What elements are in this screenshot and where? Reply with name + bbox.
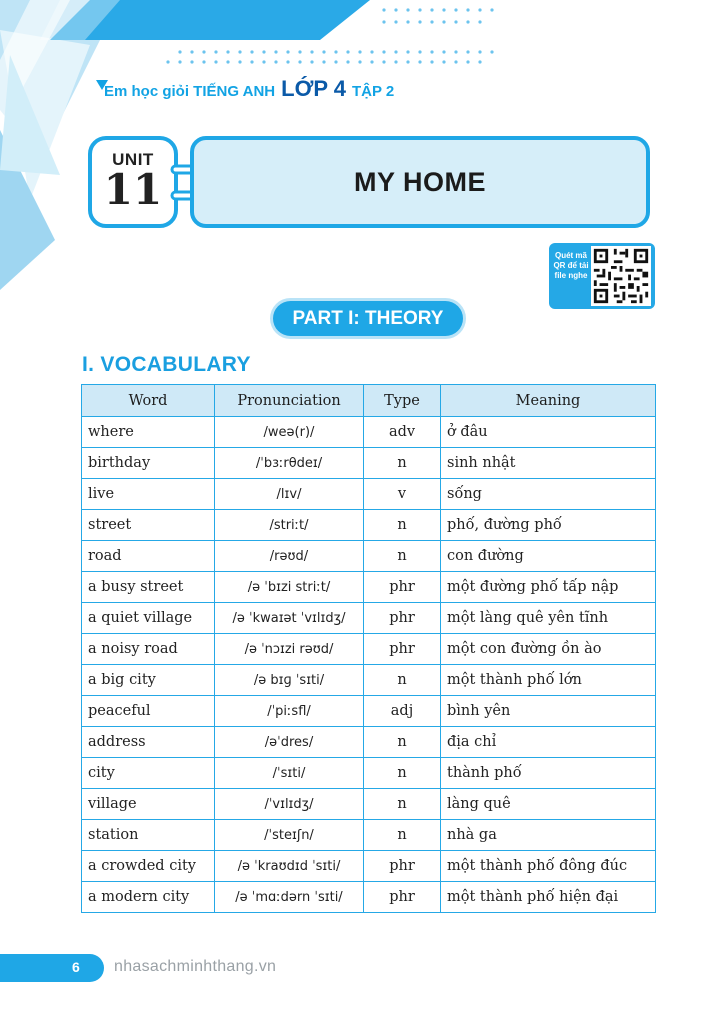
cell-meaning: ở đâu [441, 417, 656, 448]
cell-meaning: thành phố [441, 758, 656, 789]
cell-type: n [364, 665, 441, 696]
table-row [82, 448, 656, 479]
cell-pronunciation: /ˈsɪti/ [215, 758, 364, 789]
cell-pronunciation: /ə ˈkwaɪət ˈvɪlɪdʒ/ [215, 603, 364, 634]
table-row [82, 417, 656, 448]
table-row [82, 882, 656, 913]
cell-meaning: địa chỉ [441, 727, 656, 758]
part-label: PART I: THEORY [292, 307, 444, 329]
column-header-type: Type [364, 385, 441, 417]
cell-meaning: một con đường ồn ào [441, 634, 656, 665]
cell-pronunciation: /ə ˈnɔɪzi rəʊd/ [215, 634, 364, 665]
series-volume: TẬP 2 [351, 83, 395, 100]
unit-title-box [190, 136, 650, 228]
table-row [82, 820, 656, 851]
table-row [82, 541, 656, 572]
cell-word: a quiet village [82, 603, 215, 634]
table-row [82, 758, 656, 789]
cell-type: n [364, 541, 441, 572]
part-heading [273, 301, 463, 336]
table-row [82, 510, 656, 541]
cell-word: road [82, 541, 215, 572]
column-header-meaning: Meaning [441, 385, 656, 417]
page-number: 6 [72, 959, 80, 975]
table-row [82, 479, 656, 510]
table-row [82, 789, 656, 820]
qr-panel[interactable] [549, 243, 655, 309]
cell-type: n [364, 510, 441, 541]
footer-website: nhasachminhthang.vn [114, 958, 277, 975]
cell-pronunciation: /weə(r)/ [215, 417, 364, 448]
cell-type: phr [364, 572, 441, 603]
cell-meaning: sinh nhật [441, 448, 656, 479]
cell-type: phr [364, 882, 441, 913]
cell-meaning: nhà ga [441, 820, 656, 851]
cell-type: n [364, 727, 441, 758]
cell-type: n [364, 448, 441, 479]
cell-pronunciation: /ə ˈmɑːdərn ˈsɪti/ [215, 882, 364, 913]
cell-type: n [364, 758, 441, 789]
cell-type: phr [364, 603, 441, 634]
cell-word: city [82, 758, 215, 789]
series-grade: LỚP 4 [281, 76, 346, 101]
cell-meaning: phố, đường phố [441, 510, 656, 541]
cell-meaning: con đường [441, 541, 656, 572]
cell-word: a crowded city [82, 851, 215, 882]
qr-code-icon [591, 246, 651, 306]
cell-word: station [82, 820, 215, 851]
cell-pronunciation: /ˈpiːsfl/ [215, 696, 364, 727]
cell-pronunciation: /ə ˈkraʊdɪd ˈsɪti/ [215, 851, 364, 882]
cell-pronunciation: /ˈvɪlɪdʒ/ [215, 789, 364, 820]
cell-type: adj [364, 696, 441, 727]
table-header-row [82, 385, 656, 417]
cell-word: a noisy road [82, 634, 215, 665]
cell-type: n [364, 789, 441, 820]
footer-bar [0, 954, 104, 982]
table-row [82, 572, 656, 603]
cell-word: peaceful [82, 696, 215, 727]
table-row [82, 665, 656, 696]
cell-word: village [82, 789, 215, 820]
cell-meaning: một làng quê yên tĩnh [441, 603, 656, 634]
cell-meaning: một thành phố lớn [441, 665, 656, 696]
cell-type: adv [364, 417, 441, 448]
cell-type: phr [364, 634, 441, 665]
cell-pronunciation: /lɪv/ [215, 479, 364, 510]
table-row [82, 603, 656, 634]
table-row [82, 727, 656, 758]
cell-meaning: bình yên [441, 696, 656, 727]
table-row [82, 851, 656, 882]
unit-label: UNIT [112, 150, 154, 169]
cell-pronunciation: /striːt/ [215, 510, 364, 541]
qr-caption: Quét mã QR để tải file nghe [553, 251, 589, 280]
series-header [104, 76, 394, 102]
column-header-word: Word [82, 385, 215, 417]
vocabulary-table [81, 384, 656, 913]
cell-word: street [82, 510, 215, 541]
cell-word: a busy street [82, 572, 215, 603]
cell-type: n [364, 820, 441, 851]
cell-meaning: làng quê [441, 789, 656, 820]
cell-meaning: một thành phố hiện đại [441, 882, 656, 913]
unit-badge [88, 136, 178, 228]
column-header-pronunciation: Pronunciation [215, 385, 364, 417]
cell-word: address [82, 727, 215, 758]
cell-meaning: một đường phố tấp nập [441, 572, 656, 603]
cell-word: a big city [82, 665, 215, 696]
section-heading: I. VOCABULARY [82, 353, 251, 376]
cell-pronunciation: /ə bɪɡ ˈsɪti/ [215, 665, 364, 696]
cell-pronunciation: /ˈbɜːrθdeɪ/ [215, 448, 364, 479]
cell-word: a modern city [82, 882, 215, 913]
table-row [82, 634, 656, 665]
cell-meaning: sống [441, 479, 656, 510]
cell-type: v [364, 479, 441, 510]
cell-word: birthday [82, 448, 215, 479]
cell-pronunciation: /ˈsteɪʃn/ [215, 820, 364, 851]
cell-word: live [82, 479, 215, 510]
cell-pronunciation: /əˈdres/ [215, 727, 364, 758]
cell-word: where [82, 417, 215, 448]
cell-pronunciation: /ə ˈbɪzi striːt/ [215, 572, 364, 603]
unit-number: 11 [103, 165, 163, 214]
cell-pronunciation: /rəʊd/ [215, 541, 364, 572]
unit-title: MY HOME [353, 166, 486, 197]
cell-meaning: một thành phố đông đúc [441, 851, 656, 882]
table-row [82, 696, 656, 727]
cell-type: phr [364, 851, 441, 882]
series-prefix: Em học giỏi TIẾNG ANH [104, 83, 276, 100]
